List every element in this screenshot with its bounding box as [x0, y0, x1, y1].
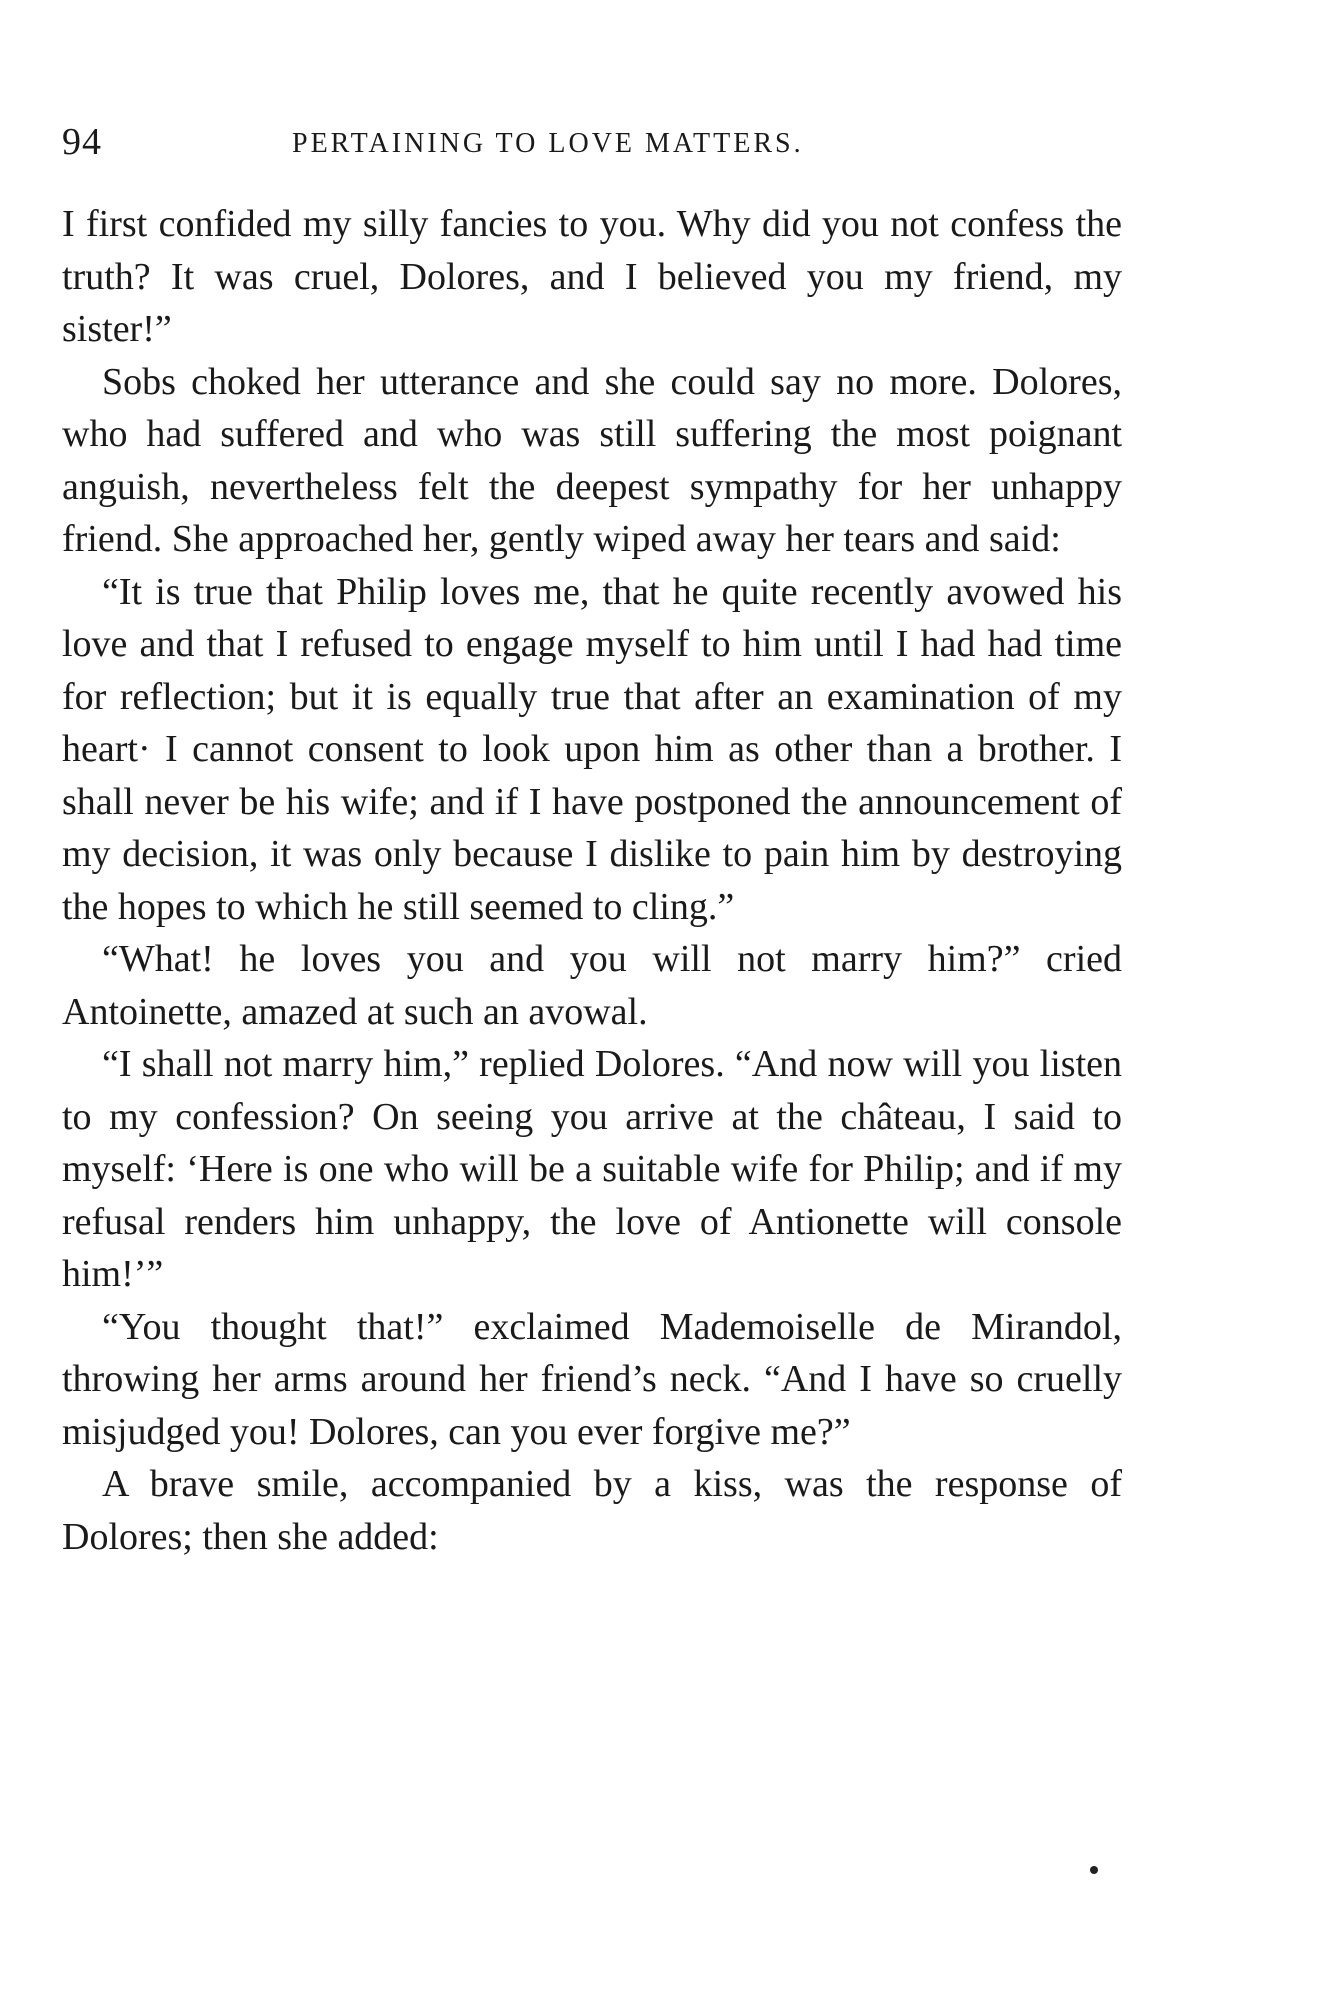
paragraph: “What! he loves you and you will not marry him?” cried Antoinette, amazed at such an avowal. [62, 938, 1122, 1033]
paragraph: “I shall not marry him,” replied Dolores. “And now will you listen to my confession? On seeing you arrive at the château, I said to myself: ‘Here is one who will be a suitable wife for Philip; and if my refusal renders him unhappy, the love of Antionette will console him!’” [62, 1043, 1122, 1295]
paragraph: A brave smile, accompanied by a kiss, was the response of Dolores; then she added: [62, 1463, 1122, 1558]
running-title: PERTAINING TO LOVE MATTERS. [292, 128, 804, 159]
paragraph: “It is true that Philip loves me, that he quite recently avowed his love and that I refused to engage myself to him until I had had time for reflection; but it is equally true that after an examination of my heart· I cannot consent to look upon him as other than a brother. I shall never be his wife; and if I have postponed the announcement of my decision, it was only because I dislike to pain him by destroying the hopes to which he still seemed to cling.” [62, 570, 1122, 928]
ink-speck-mark [1090, 1866, 1098, 1874]
page-header [62, 112, 1122, 172]
body-text [62, 198, 1122, 1563]
paragraph: Sobs choked her utterance and she could say no more. Dolores, who had suffered and who was still suffering the most poignant anguish, nevertheless felt the deepest sympathy for her unhappy friend. She approached her, gently wiped away her tears and said: [62, 360, 1122, 560]
paragraph: “You thought that!” exclaimed Mademoiselle de Mirandol, throwing her arms around her friend’s neck. “And I have so cruelly misjudged you! Dolores, can you ever forgive me?” [62, 1305, 1122, 1453]
paragraph: I first confided my silly fancies to you. Why did you not confess the truth? It was cruel, Dolores, and I believed you my friend, my sister!” [62, 203, 1122, 350]
page-number: 94 [62, 121, 102, 163]
